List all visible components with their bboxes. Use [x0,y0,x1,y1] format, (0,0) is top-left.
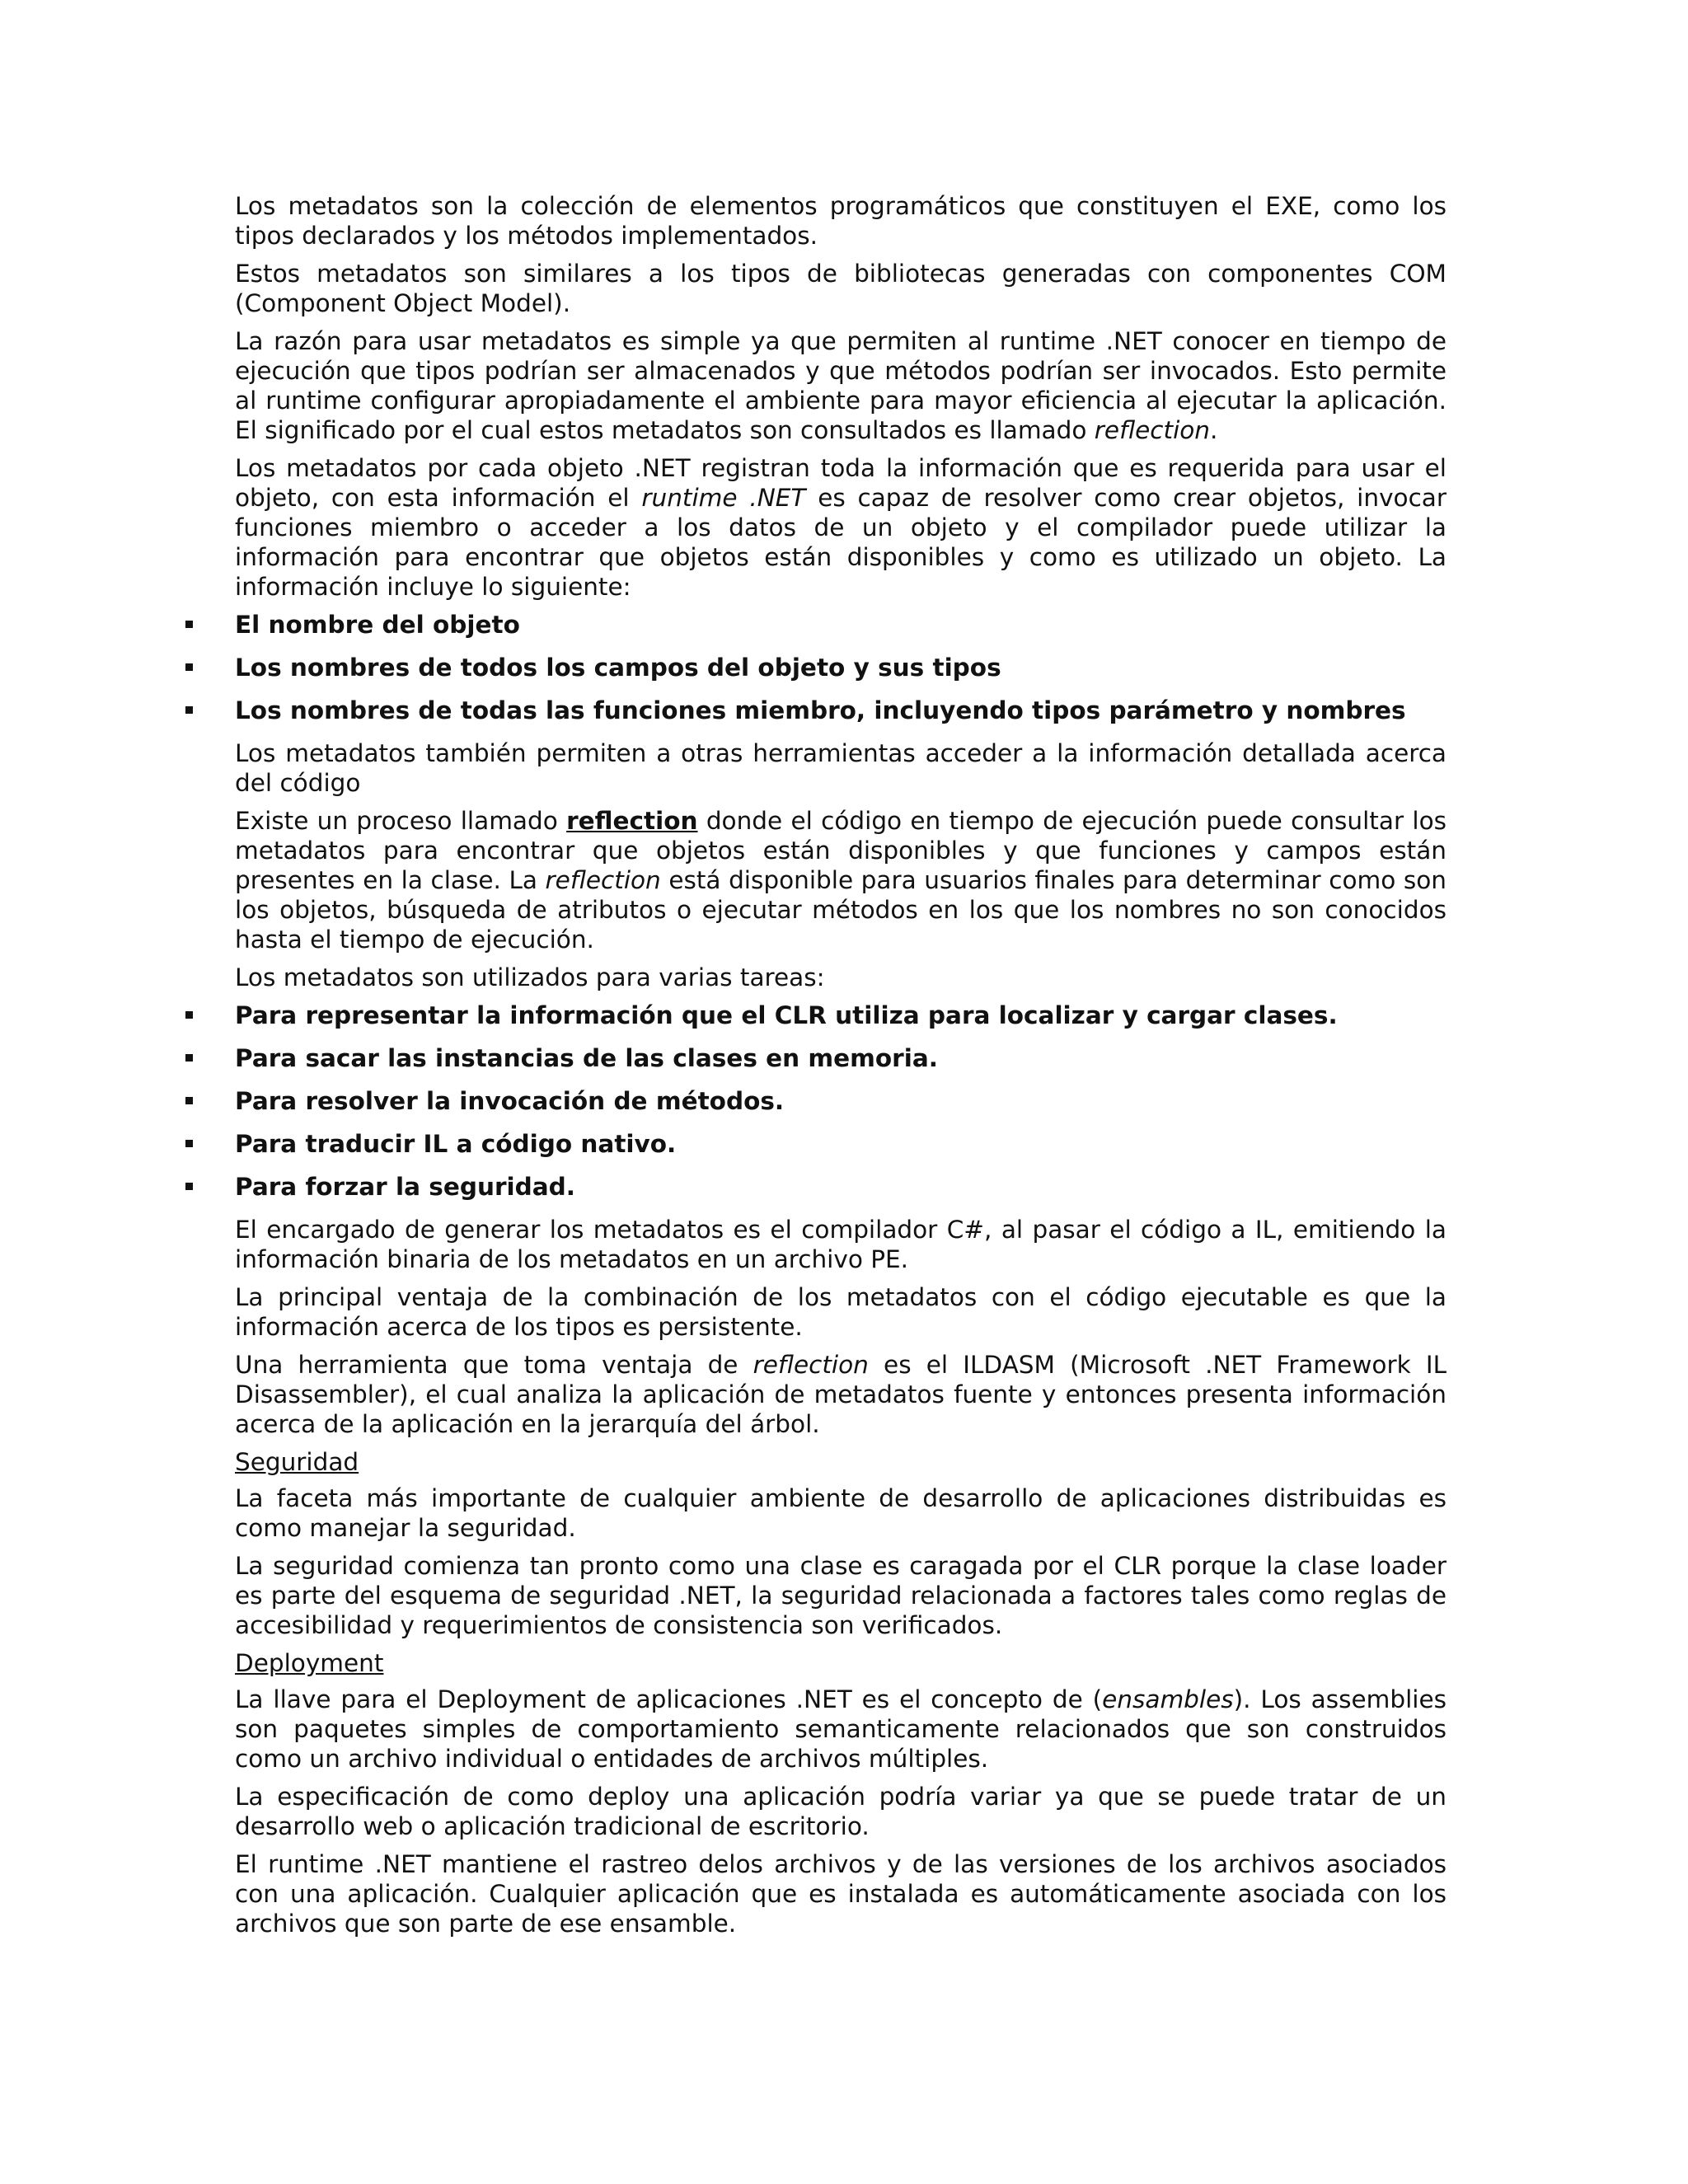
bullet-list-tareas [235,1001,1447,1202]
paragraph-metadatos-definicion: Los metadatos son la colección de elementos programáticos que constituyen el EXE, como los tipos declarados y los métodos implementados. [235,192,1447,250]
bullet-list-informacion [235,610,1447,725]
paragraph-deployment-1: La llave para el Deployment de aplicaciones .NET es el concepto de (ensambles). Los assemblies son paquetes simples de comportamiento semanticamente relacionados que son construidos como un archivo individual o entidades de archivos múltiples. [235,1685,1447,1773]
list-item: Para sacar las instancias de las clases en memoria. [235,1043,1447,1073]
section-title-seguridad: Seguridad [235,1448,359,1476]
paragraph-deployment-3: El runtime .NET mantiene el rastreo delos archivos y de las versiones de los archivos asociados con una aplicación. Cualquier aplicación que es instalada es automáticamente asociada con los archivos que son parte de ese ensamble. [235,1850,1447,1938]
paragraph-metadatos-objeto: Los metadatos por cada objeto .NET registran toda la información que es requerida para usar el objeto, con esta información el runtime .NET es capaz de resolver como crear objetos, invocar funciones miembro o acceder a los datos de un objeto y el compilador puede utilizar la información para encontrar que objetos están disponibles y como es utilizado un objeto. La información incluye lo siguiente: [235,454,1447,601]
paragraph-ildasm: Una herramienta que toma ventaja de reflection es el ILDASM (Microsoft .NET Framework IL Disassembler), el cual analiza la aplicación de metadatos fuente y entonces presenta información acerca de la aplicación en la jerarquía del árbol. [235,1351,1447,1438]
square-bullet-icon [185,706,193,714]
paragraph-metadatos-com: Estos metadatos son similares a los tipos de bibliotecas generadas con componentes COM (Component Object Model). [235,260,1447,317]
list-item: Para resolver la invocación de métodos. [235,1086,1447,1116]
square-bullet-icon [185,1183,193,1190]
term-reflection: reflection [753,1351,869,1379]
paragraph-ventaja: La principal ventaja de la combinación de los metadatos con el código ejecutable es que la información acerca de los tipos es persistente. [235,1283,1447,1341]
section-title-deployment: Deployment [235,1649,384,1677]
paragraph-tareas-intro: Los metadatos son utilizados para varias tareas: [235,963,825,991]
square-bullet-icon [185,1140,193,1147]
square-bullet-icon [185,1011,193,1019]
square-bullet-icon [185,663,193,671]
list-item: Los nombres de todas las funciones miembro, incluyendo tipos parámetro y nombres [235,696,1447,725]
term-reflection: reflection [1094,416,1211,444]
square-bullet-icon [185,1054,193,1062]
list-item: Para traducir IL a código nativo. [235,1129,1447,1159]
paragraph-razon-metadatos: La razón para usar metadatos es simple ya que permiten al runtime .NET conocer en tiempo de ejecución que tipos podrían ser almacenados y que métodos podrían ser invocados. Esto permite al runtime configurar apropiadamente el ambiente para mayor eficiencia al ejecutar la aplicación. El significado por el cual estos metadatos son consultados es llamado reflection. [235,327,1447,444]
document-body [235,191,1447,1947]
term-reflection: reflection [545,866,661,894]
list-item: Para forzar la seguridad. [235,1172,1447,1202]
square-bullet-icon [185,621,193,628]
term-ensambles: ensambles [1102,1685,1234,1713]
paragraph-seguridad-2: La seguridad comienza tan pronto como una clase es caragada por el CLR porque la clase loader es parte del esquema de seguridad .NET, la seguridad relacionada a factores tales como reglas de accesibilidad y requerimientos de consistencia son verificados. [235,1552,1447,1639]
list-item: Los nombres de todos los campos del objeto y sus tipos [235,653,1447,682]
term-runtime-net: runtime .NET [641,484,806,512]
list-item: Para representar la información que el CLR utiliza para localizar y cargar clases. [235,1001,1447,1030]
paragraph-compilador: El encargado de generar los metadatos es el compilador C#, al pasar el código a IL, emitiendo la información binaria de los metadatos en un archivo PE. [235,1216,1447,1273]
square-bullet-icon [185,1097,193,1104]
paragraph-proceso-reflection: Existe un proceso llamado reflection donde el código en tiempo de ejecución puede consultar los metadatos para encontrar que objetos están disponibles y que funciones y campos están presentes en la clase. La reflection está disponible para usuarios finales para determinar como son los objetos, búsqueda de atributos o ejecutar métodos en los que los nombres no son conocidos hasta el tiempo de ejecución. [235,807,1447,954]
term-reflection-underlined: reflection [566,807,698,835]
paragraph-deployment-2: La especificación de como deploy una aplicación podría variar ya que se puede tratar de un desarrollo web o aplicación tradicional de escritorio. [235,1783,1447,1840]
paragraph-otras-herramientas: Los metadatos también permiten a otras herramientas acceder a la información detallada acerca del código [235,739,1447,797]
list-item: El nombre del objeto [235,610,1447,640]
paragraph-seguridad-1: La faceta más importante de cualquier ambiente de desarrollo de aplicaciones distribuidas es como manejar la seguridad. [235,1484,1447,1542]
